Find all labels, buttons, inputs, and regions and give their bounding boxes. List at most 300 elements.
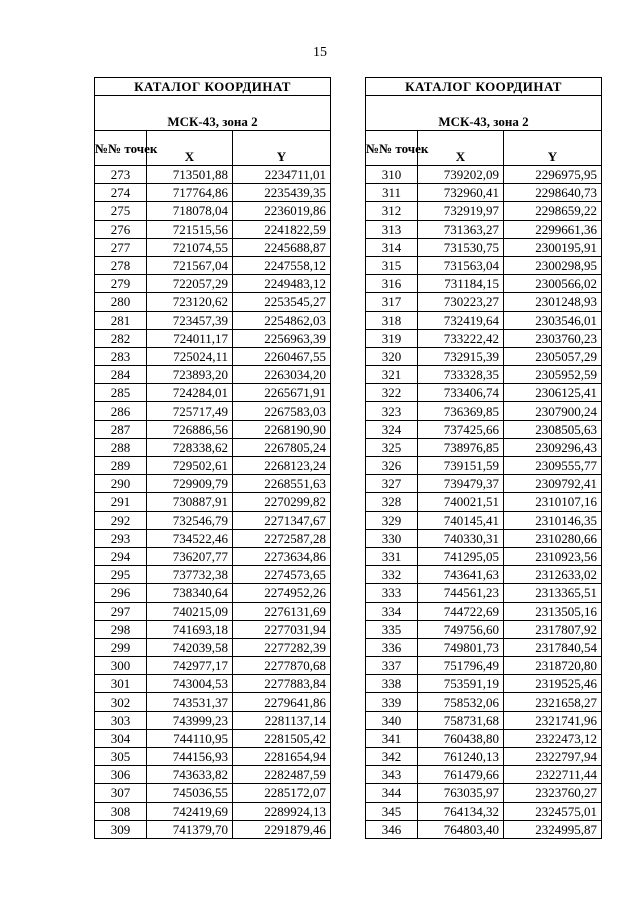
y-coordinate-cell: 2279641,86 (233, 693, 331, 711)
y-coordinate-cell: 2277870,68 (233, 657, 331, 675)
point-number-cell: 331 (366, 547, 418, 565)
y-coordinate-cell: 2298659,22 (504, 202, 602, 220)
y-coordinate-cell: 2310107,16 (504, 493, 602, 511)
x-coordinate-cell: 744156,93 (147, 748, 233, 766)
table-row (95, 675, 331, 693)
point-number-cell: 334 (366, 602, 418, 620)
x-coordinate-cell: 740145,41 (418, 511, 504, 529)
y-coordinate-cell: 2323760,27 (504, 784, 602, 802)
table-row (95, 275, 331, 293)
table-row (366, 784, 602, 802)
y-coordinate-cell: 2303760,23 (504, 329, 602, 347)
x-coordinate-cell: 736369,85 (418, 402, 504, 420)
point-number-cell: 345 (366, 802, 418, 820)
table-row (366, 311, 602, 329)
x-coordinate-cell: 744722,69 (418, 602, 504, 620)
point-number-cell: 327 (366, 475, 418, 493)
point-number-cell: 276 (95, 220, 147, 238)
y-coordinate-cell: 2321741,96 (504, 711, 602, 729)
point-number-cell: 307 (95, 784, 147, 802)
y-coordinate-cell: 2306125,41 (504, 384, 602, 402)
table-row (95, 693, 331, 711)
x-coordinate-cell: 732915,39 (418, 347, 504, 365)
x-coordinate-cell: 740215,09 (147, 602, 233, 620)
table-row (366, 711, 602, 729)
table-row (366, 202, 602, 220)
point-number-cell: 292 (95, 511, 147, 529)
point-number-cell: 287 (95, 420, 147, 438)
table-row (366, 184, 602, 202)
table-row (95, 729, 331, 747)
x-coordinate-cell: 740330,31 (418, 529, 504, 547)
table-row (95, 511, 331, 529)
y-coordinate-cell: 2322797,94 (504, 748, 602, 766)
y-coordinate-cell: 2273634,86 (233, 547, 331, 565)
y-coordinate-cell: 2319525,46 (504, 675, 602, 693)
point-number-cell: 322 (366, 384, 418, 402)
x-coordinate-cell: 731184,15 (418, 275, 504, 293)
x-coordinate-cell: 743004,53 (147, 675, 233, 693)
table-row (95, 638, 331, 656)
point-number-cell: 321 (366, 366, 418, 384)
x-coordinate-cell: 741379,70 (147, 820, 233, 838)
coordinate-catalog-table-left (94, 77, 331, 839)
table-row (366, 420, 602, 438)
y-coordinate-cell: 2267805,24 (233, 438, 331, 456)
y-coordinate-cell: 2324575,01 (504, 802, 602, 820)
point-number-cell: 335 (366, 620, 418, 638)
x-coordinate-cell: 721567,04 (147, 256, 233, 274)
column-header-point-number: №№ точек (366, 131, 418, 166)
point-number-cell: 323 (366, 402, 418, 420)
table-row (366, 566, 602, 584)
x-coordinate-cell: 732546,79 (147, 511, 233, 529)
point-number-cell: 305 (95, 748, 147, 766)
x-coordinate-cell: 742039,58 (147, 638, 233, 656)
table-row (366, 620, 602, 638)
table-row (95, 493, 331, 511)
point-number-cell: 343 (366, 766, 418, 784)
y-coordinate-cell: 2235439,35 (233, 184, 331, 202)
y-coordinate-cell: 2300195,91 (504, 238, 602, 256)
table-row (95, 256, 331, 274)
x-coordinate-cell: 724284,01 (147, 384, 233, 402)
y-coordinate-cell: 2305057,29 (504, 347, 602, 365)
y-coordinate-cell: 2276131,69 (233, 602, 331, 620)
column-header-point-number: №№ точек (95, 131, 147, 166)
point-number-cell: 316 (366, 275, 418, 293)
table-row (95, 438, 331, 456)
table-row (366, 293, 602, 311)
y-coordinate-cell: 2310280,66 (504, 529, 602, 547)
x-coordinate-cell: 749801,73 (418, 638, 504, 656)
y-coordinate-cell: 2317840,54 (504, 638, 602, 656)
point-number-cell: 291 (95, 493, 147, 511)
y-coordinate-cell: 2274573,65 (233, 566, 331, 584)
x-coordinate-cell: 743999,23 (147, 711, 233, 729)
point-number-cell: 330 (366, 529, 418, 547)
y-coordinate-cell: 2289924,13 (233, 802, 331, 820)
point-number-cell: 290 (95, 475, 147, 493)
point-number-cell: 282 (95, 329, 147, 347)
x-coordinate-cell: 730887,91 (147, 493, 233, 511)
y-coordinate-cell: 2309555,77 (504, 457, 602, 475)
y-coordinate-cell: 2282487,59 (233, 766, 331, 784)
x-coordinate-cell: 724011,17 (147, 329, 233, 347)
table-row (366, 584, 602, 602)
table-row (366, 384, 602, 402)
y-coordinate-cell: 2277883,84 (233, 675, 331, 693)
y-coordinate-cell: 2249483,12 (233, 275, 331, 293)
point-number-cell: 312 (366, 202, 418, 220)
y-coordinate-cell: 2312633,02 (504, 566, 602, 584)
x-coordinate-cell: 739479,37 (418, 475, 504, 493)
table-row (366, 820, 602, 838)
table-row (95, 293, 331, 311)
x-coordinate-cell: 739202,09 (418, 166, 504, 184)
table-row (366, 347, 602, 365)
y-coordinate-cell: 2268123,24 (233, 457, 331, 475)
catalog-subtitle: МСК-43, зона 2 (366, 96, 602, 131)
table-row (95, 311, 331, 329)
y-coordinate-cell: 2300298,95 (504, 256, 602, 274)
point-number-cell: 314 (366, 238, 418, 256)
x-coordinate-cell: 721515,56 (147, 220, 233, 238)
x-coordinate-cell: 733328,35 (418, 366, 504, 384)
x-coordinate-cell: 738976,85 (418, 438, 504, 456)
table-row (95, 529, 331, 547)
x-coordinate-cell: 722057,29 (147, 275, 233, 293)
y-coordinate-cell: 2322711,44 (504, 766, 602, 784)
table-row (366, 329, 602, 347)
x-coordinate-cell: 761240,13 (418, 748, 504, 766)
table-row (95, 402, 331, 420)
point-number-cell: 286 (95, 402, 147, 420)
y-coordinate-cell: 2313365,51 (504, 584, 602, 602)
y-coordinate-cell: 2298640,73 (504, 184, 602, 202)
y-coordinate-cell: 2253545,27 (233, 293, 331, 311)
x-coordinate-cell: 764134,32 (418, 802, 504, 820)
y-coordinate-cell: 2254862,03 (233, 311, 331, 329)
table-row (95, 166, 331, 184)
point-number-cell: 281 (95, 311, 147, 329)
y-coordinate-cell: 2300566,02 (504, 275, 602, 293)
y-coordinate-cell: 2309792,41 (504, 475, 602, 493)
x-coordinate-cell: 731530,75 (418, 238, 504, 256)
point-number-cell: 293 (95, 529, 147, 547)
table-row (95, 657, 331, 675)
point-number-cell: 333 (366, 584, 418, 602)
x-coordinate-cell: 732919,97 (418, 202, 504, 220)
point-number-cell: 311 (366, 184, 418, 202)
y-coordinate-cell: 2245688,87 (233, 238, 331, 256)
point-number-cell: 297 (95, 602, 147, 620)
point-number-cell: 315 (366, 256, 418, 274)
catalog-title: КАТАЛОГ КООРДИНАТ (95, 78, 331, 96)
table-row (95, 366, 331, 384)
table-row (366, 256, 602, 274)
table-row (95, 238, 331, 256)
y-coordinate-cell: 2324995,87 (504, 820, 602, 838)
point-number-cell: 336 (366, 638, 418, 656)
table-row (95, 784, 331, 802)
y-coordinate-cell: 2270299,82 (233, 493, 331, 511)
point-number-cell: 275 (95, 202, 147, 220)
table-row (366, 675, 602, 693)
x-coordinate-cell: 741693,18 (147, 620, 233, 638)
y-coordinate-cell: 2247558,12 (233, 256, 331, 274)
x-coordinate-cell: 743531,37 (147, 693, 233, 711)
y-coordinate-cell: 2274952,26 (233, 584, 331, 602)
x-coordinate-cell: 761479,66 (418, 766, 504, 784)
point-number-cell: 289 (95, 457, 147, 475)
table-row (366, 166, 602, 184)
table-row (366, 402, 602, 420)
x-coordinate-cell: 717764,86 (147, 184, 233, 202)
y-coordinate-cell: 2234711,01 (233, 166, 331, 184)
y-coordinate-cell: 2241822,59 (233, 220, 331, 238)
x-coordinate-cell: 744561,23 (418, 584, 504, 602)
point-number-cell: 318 (366, 311, 418, 329)
point-number-cell: 326 (366, 457, 418, 475)
table-row (95, 384, 331, 402)
x-coordinate-cell: 729502,61 (147, 457, 233, 475)
table-row (95, 329, 331, 347)
x-coordinate-cell: 744110,95 (147, 729, 233, 747)
column-header-y: Y (504, 131, 602, 166)
y-coordinate-cell: 2309296,43 (504, 438, 602, 456)
table-row (366, 547, 602, 565)
x-coordinate-cell: 731363,27 (418, 220, 504, 238)
table-row (95, 820, 331, 838)
point-number-cell: 310 (366, 166, 418, 184)
x-coordinate-cell: 745036,55 (147, 784, 233, 802)
y-coordinate-cell: 2303546,01 (504, 311, 602, 329)
x-coordinate-cell: 731563,04 (418, 256, 504, 274)
point-number-cell: 344 (366, 784, 418, 802)
point-number-cell: 274 (95, 184, 147, 202)
point-number-cell: 341 (366, 729, 418, 747)
x-coordinate-cell: 739151,59 (418, 457, 504, 475)
x-coordinate-cell: 764803,40 (418, 820, 504, 838)
x-coordinate-cell: 751796,49 (418, 657, 504, 675)
table-row (95, 220, 331, 238)
y-coordinate-cell: 2291879,46 (233, 820, 331, 838)
table-row (366, 657, 602, 675)
table-row (366, 693, 602, 711)
y-coordinate-cell: 2236019,86 (233, 202, 331, 220)
x-coordinate-cell: 729909,79 (147, 475, 233, 493)
point-number-cell: 325 (366, 438, 418, 456)
table-row (95, 748, 331, 766)
point-number-cell: 273 (95, 166, 147, 184)
point-number-cell: 279 (95, 275, 147, 293)
page-number: 15 (313, 45, 327, 60)
point-number-cell: 324 (366, 420, 418, 438)
y-coordinate-cell: 2281505,42 (233, 729, 331, 747)
point-number-cell: 339 (366, 693, 418, 711)
y-coordinate-cell: 2307900,24 (504, 402, 602, 420)
y-coordinate-cell: 2277031,94 (233, 620, 331, 638)
x-coordinate-cell: 753591,19 (418, 675, 504, 693)
table-row (366, 457, 602, 475)
x-coordinate-cell: 743633,82 (147, 766, 233, 784)
x-coordinate-cell: 742977,17 (147, 657, 233, 675)
y-coordinate-cell: 2265671,91 (233, 384, 331, 402)
table-row (366, 766, 602, 784)
y-coordinate-cell: 2318720,80 (504, 657, 602, 675)
x-coordinate-cell: 742419,69 (147, 802, 233, 820)
point-number-cell: 342 (366, 748, 418, 766)
table-row (366, 511, 602, 529)
table-row (95, 184, 331, 202)
x-coordinate-cell: 740021,51 (418, 493, 504, 511)
table-row (95, 202, 331, 220)
point-number-cell: 317 (366, 293, 418, 311)
x-coordinate-cell: 726886,56 (147, 420, 233, 438)
table-row (366, 493, 602, 511)
point-number-cell: 340 (366, 711, 418, 729)
point-number-cell: 304 (95, 729, 147, 747)
y-coordinate-cell: 2285172,07 (233, 784, 331, 802)
x-coordinate-cell: 760438,80 (418, 729, 504, 747)
catalog-subtitle: МСК-43, зона 2 (95, 96, 331, 131)
x-coordinate-cell: 723457,39 (147, 311, 233, 329)
table-row (95, 475, 331, 493)
y-coordinate-cell: 2281654,94 (233, 748, 331, 766)
table-row (95, 420, 331, 438)
point-number-cell: 284 (95, 366, 147, 384)
point-number-cell: 303 (95, 711, 147, 729)
table-row (95, 584, 331, 602)
y-coordinate-cell: 2322473,12 (504, 729, 602, 747)
table-row (366, 475, 602, 493)
point-number-cell: 278 (95, 256, 147, 274)
table-row (95, 547, 331, 565)
point-number-cell: 309 (95, 820, 147, 838)
y-coordinate-cell: 2263034,20 (233, 366, 331, 384)
column-header-x: X (147, 131, 233, 166)
table-row (366, 220, 602, 238)
table-row (95, 802, 331, 820)
x-coordinate-cell: 732419,64 (418, 311, 504, 329)
table-row (366, 729, 602, 747)
x-coordinate-cell: 725717,49 (147, 402, 233, 420)
y-coordinate-cell: 2268190,90 (233, 420, 331, 438)
y-coordinate-cell: 2299661,36 (504, 220, 602, 238)
y-coordinate-cell: 2267583,03 (233, 402, 331, 420)
table-row (95, 711, 331, 729)
coordinate-catalog-table-right (365, 77, 602, 839)
point-number-cell: 319 (366, 329, 418, 347)
point-number-cell: 299 (95, 638, 147, 656)
y-coordinate-cell: 2310146,35 (504, 511, 602, 529)
point-number-cell: 337 (366, 657, 418, 675)
point-number-cell: 296 (95, 584, 147, 602)
table-row (366, 366, 602, 384)
point-number-cell: 280 (95, 293, 147, 311)
y-coordinate-cell: 2301248,93 (504, 293, 602, 311)
point-number-cell: 306 (95, 766, 147, 784)
table-row (366, 602, 602, 620)
y-coordinate-cell: 2272587,28 (233, 529, 331, 547)
table-row (95, 620, 331, 638)
x-coordinate-cell: 738340,64 (147, 584, 233, 602)
y-coordinate-cell: 2313505,16 (504, 602, 602, 620)
table-row (366, 438, 602, 456)
x-coordinate-cell: 733406,74 (418, 384, 504, 402)
y-coordinate-cell: 2281137,14 (233, 711, 331, 729)
table-row (95, 602, 331, 620)
table-row (366, 238, 602, 256)
point-number-cell: 301 (95, 675, 147, 693)
x-coordinate-cell: 721074,55 (147, 238, 233, 256)
x-coordinate-cell: 723893,20 (147, 366, 233, 384)
y-coordinate-cell: 2260467,55 (233, 347, 331, 365)
y-coordinate-cell: 2321658,27 (504, 693, 602, 711)
x-coordinate-cell: 730223,27 (418, 293, 504, 311)
table-row (366, 529, 602, 547)
x-coordinate-cell: 737732,38 (147, 566, 233, 584)
point-number-cell: 328 (366, 493, 418, 511)
point-number-cell: 283 (95, 347, 147, 365)
x-coordinate-cell: 749756,60 (418, 620, 504, 638)
point-number-cell: 338 (366, 675, 418, 693)
x-coordinate-cell: 718078,04 (147, 202, 233, 220)
point-number-cell: 308 (95, 802, 147, 820)
point-number-cell: 313 (366, 220, 418, 238)
y-coordinate-cell: 2296975,95 (504, 166, 602, 184)
y-coordinate-cell: 2256963,39 (233, 329, 331, 347)
point-number-cell: 300 (95, 657, 147, 675)
x-coordinate-cell: 737425,66 (418, 420, 504, 438)
x-coordinate-cell: 743641,63 (418, 566, 504, 584)
table-row (366, 638, 602, 656)
table-row (366, 802, 602, 820)
x-coordinate-cell: 725024,11 (147, 347, 233, 365)
point-number-cell: 302 (95, 693, 147, 711)
table-row (366, 748, 602, 766)
point-number-cell: 332 (366, 566, 418, 584)
x-coordinate-cell: 732960,41 (418, 184, 504, 202)
point-number-cell: 346 (366, 820, 418, 838)
point-number-cell: 277 (95, 238, 147, 256)
table-row (366, 275, 602, 293)
x-coordinate-cell: 736207,77 (147, 547, 233, 565)
y-coordinate-cell: 2268551,63 (233, 475, 331, 493)
point-number-cell: 294 (95, 547, 147, 565)
y-coordinate-cell: 2310923,56 (504, 547, 602, 565)
x-coordinate-cell: 723120,62 (147, 293, 233, 311)
column-header-x: X (418, 131, 504, 166)
x-coordinate-cell: 741295,05 (418, 547, 504, 565)
y-coordinate-cell: 2271347,67 (233, 511, 331, 529)
x-coordinate-cell: 758532,06 (418, 693, 504, 711)
point-number-cell: 288 (95, 438, 147, 456)
x-coordinate-cell: 734522,46 (147, 529, 233, 547)
y-coordinate-cell: 2317807,92 (504, 620, 602, 638)
table-row (95, 347, 331, 365)
y-coordinate-cell: 2277282,39 (233, 638, 331, 656)
table-row (95, 457, 331, 475)
column-header-y: Y (233, 131, 331, 166)
catalog-title: КАТАЛОГ КООРДИНАТ (366, 78, 602, 96)
point-number-cell: 298 (95, 620, 147, 638)
x-coordinate-cell: 758731,68 (418, 711, 504, 729)
table-row (95, 566, 331, 584)
point-number-cell: 295 (95, 566, 147, 584)
x-coordinate-cell: 713501,88 (147, 166, 233, 184)
